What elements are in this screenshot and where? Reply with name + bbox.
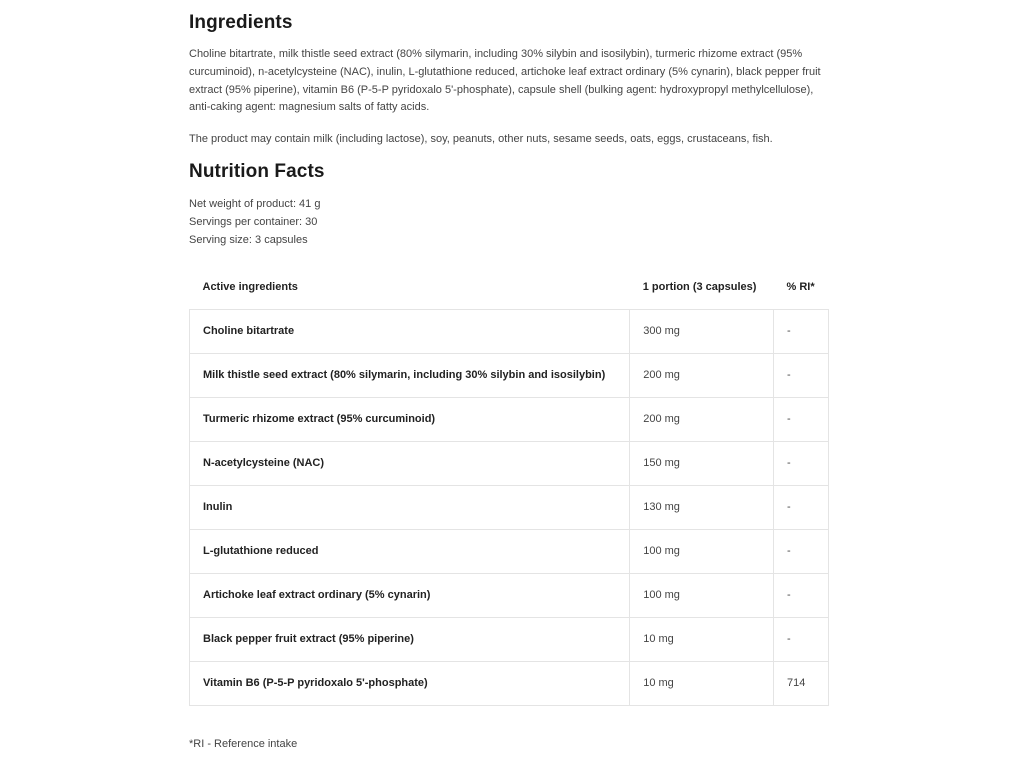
servings-per-container: Servings per container: 30 bbox=[189, 216, 318, 228]
product-meta-list bbox=[189, 195, 320, 249]
table-row bbox=[190, 617, 829, 661]
nutrition-table bbox=[189, 265, 829, 706]
ingredient-ri: - bbox=[774, 529, 829, 573]
ingredient-name: Inulin bbox=[190, 485, 630, 529]
ingredient-ri: - bbox=[774, 617, 829, 661]
ingredient-amount: 130 mg bbox=[630, 485, 774, 529]
table-row bbox=[190, 573, 829, 617]
ingredient-amount: 150 mg bbox=[630, 441, 774, 485]
ingredient-amount: 10 mg bbox=[630, 661, 774, 705]
table-row bbox=[190, 441, 829, 485]
table-row bbox=[190, 529, 829, 573]
table-row bbox=[190, 353, 829, 397]
ingredient-ri: - bbox=[774, 485, 829, 529]
ri-footnote: *RI - Reference intake bbox=[189, 738, 298, 750]
net-weight: Net weight of product: 41 g bbox=[189, 198, 321, 210]
column-header-active-ingredients: Active ingredients bbox=[202, 280, 298, 293]
serving-size: Serving size: 3 capsules bbox=[189, 234, 308, 246]
allergen-warning: The product may contain milk (including lactose), soy, peanuts, other nuts, sesame seeds, oats, eggs, crustaceans, fish. bbox=[189, 133, 773, 145]
table-row bbox=[190, 397, 829, 441]
ingredients-text: Choline bitartrate, milk thistle seed extract (80% silymarin, including 30% silybin and isosilybin), turmeric rhizome extract (95% curcuminoid), n-acetylcysteine (NAC), inulin, L-glutathione reduced, artichoke leaf extract ordinary (5% cynarin), black pepper fruit extract (95% piperine), vitamin B6 (P-5-P pyridoxalo 5'-phosphate), capsule shell (bulking agent: hydroxypropyl methylcellulose), anti-caking agent: magnesium salts of fatty acids. bbox=[189, 48, 821, 114]
ingredient-amount: 10 mg bbox=[630, 617, 774, 661]
ingredient-amount: 200 mg bbox=[630, 397, 774, 441]
ingredient-name: Turmeric rhizome extract (95% curcuminoid) bbox=[190, 397, 630, 441]
ingredient-amount: 100 mg bbox=[630, 529, 774, 573]
ingredient-name: N-acetylcysteine (NAC) bbox=[190, 441, 630, 485]
column-header-ri: % RI* bbox=[786, 280, 815, 293]
table-row bbox=[190, 485, 829, 529]
ingredient-ri: - bbox=[774, 309, 829, 353]
ingredient-amount: 100 mg bbox=[630, 573, 774, 617]
ingredient-ri: - bbox=[774, 353, 829, 397]
ingredient-name: Artichoke leaf extract ordinary (5% cynarin) bbox=[190, 573, 630, 617]
table-header-row bbox=[190, 265, 829, 309]
ingredient-name: Choline bitartrate bbox=[190, 309, 630, 353]
ingredient-ri: - bbox=[774, 573, 829, 617]
ingredient-amount: 300 mg bbox=[630, 309, 774, 353]
ingredient-ri: - bbox=[774, 397, 829, 441]
table-row bbox=[190, 309, 829, 353]
nutrition-facts-heading: Nutrition Facts bbox=[189, 161, 325, 182]
ingredient-name: Black pepper fruit extract (95% piperine) bbox=[190, 617, 630, 661]
ingredient-name: Vitamin B6 (P-5-P pyridoxalo 5'-phosphate) bbox=[190, 661, 630, 705]
ingredients-heading: Ingredients bbox=[189, 12, 293, 33]
ingredient-ri: 714 bbox=[774, 661, 829, 705]
table-row bbox=[190, 661, 829, 705]
ingredient-ri: - bbox=[774, 441, 829, 485]
ingredient-amount: 200 mg bbox=[630, 353, 774, 397]
ingredient-name: Milk thistle seed extract (80% silymarin, including 30% silybin and isosilybin) bbox=[190, 353, 630, 397]
ingredient-name: L-glutathione reduced bbox=[190, 529, 630, 573]
column-header-portion: 1 portion (3 capsules) bbox=[642, 280, 757, 293]
